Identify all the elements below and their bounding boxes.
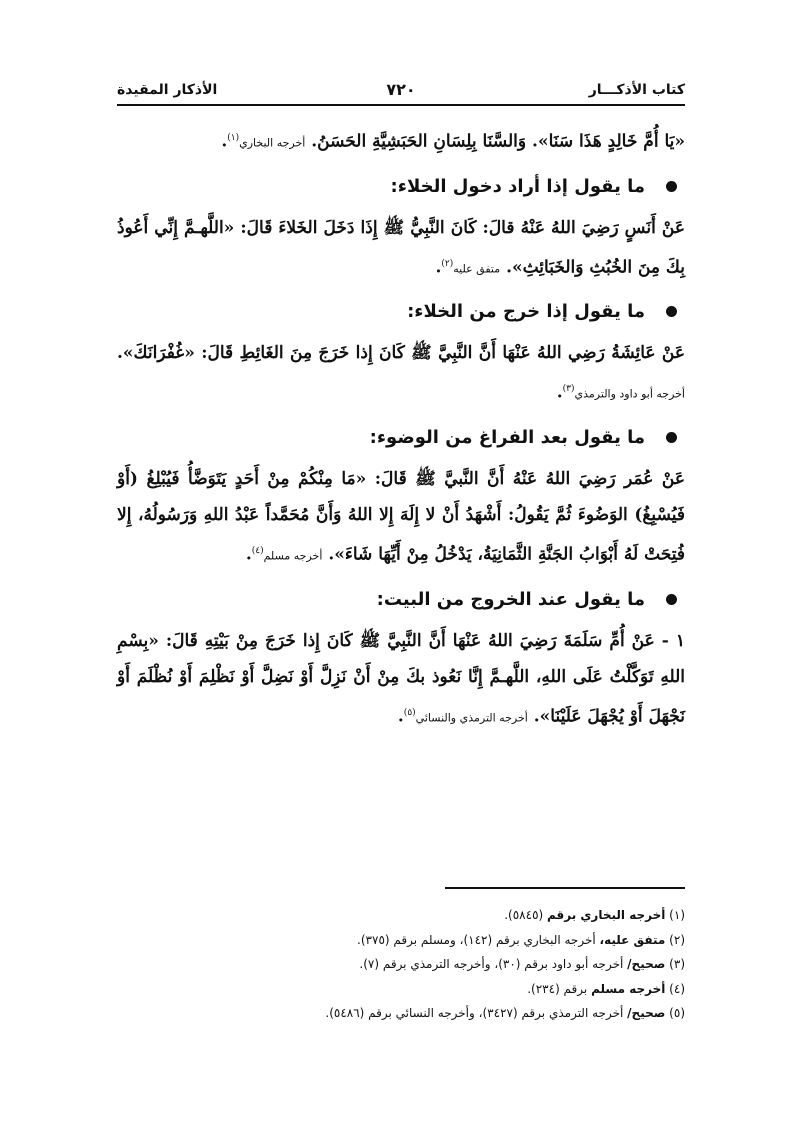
footnote-item: (٤) أخرجه مسلم برقم (٢٣٤). bbox=[527, 981, 685, 996]
bullet-icon bbox=[666, 181, 677, 192]
hadith-text: عَنْ عُمَر رَضِيَ اللهُ عَنْهُ أَنَّ النَّبيَّ ﷺ قَالَ: «مَا مِنْكُمْ مِنْ أَحَدٍ يَتَوَضَّأُ فَيُبْلِغُ (أَوْ فَيُسْبِغُ) الوَضُوءَ ثُمَّ يَقُولُ: أَشْهَدُ أَنْ لا إِلَهَ إِلا اللهُ وَأَنَّ مُحَمَّداً عَبْدُ اللهِ وَرَسُولُهُ، إِلا فُتِحَتْ لَهُ أَبْوَابُ الجَنَّةِ الثَّمَانِيَةُ، يَدْخُلُ مِنْ أَيِّهَا شَاءَ». أخرجه مسلم$^{(٤)}$. bbox=[117, 468, 685, 565]
section-heading: ما يقول بعد الفراغ من الوضوء: bbox=[117, 421, 685, 455]
hadith-text: عَنْ عَائِشَةُ رَضِي اللهُ عَنْهَا أَنَّ النَّبِيَّ ﷺ كَانَ إِذا خَرَجَ مِنَ الغَائِطِ قَالَ: «غُفْرَانَكَ». أخرجه أبو داود والترمذي$^{(٣)}$. bbox=[117, 343, 685, 403]
hadith-text: عَنْ أَنَسٍ رَضِيَ اللهُ عَنْهُ قالَ: كَانَ النَّبِيُّ ﷺ إِذَا دَخَلَ الخَلاءَ قَالَ: «اللَّهـمَّ إِنِّي أَعُوذُ بِكَ مِنَ الخُبُثِ وَالخَبَائِثِ». متفق عليه$^{(٢)}$. bbox=[117, 217, 685, 278]
bullet-icon bbox=[666, 306, 677, 317]
book-title: كتاب الأذكـــار bbox=[588, 82, 685, 98]
section-after-wudu bbox=[117, 421, 685, 575]
hadith-source: أخرجه الترمذي والنسائي bbox=[415, 711, 528, 725]
intro-paragraph bbox=[117, 120, 685, 162]
footnote-ref: (٣) bbox=[562, 384, 575, 395]
footnote-divider bbox=[445, 887, 685, 889]
footnote-item: (٣) صحيح/ أخرجه أبو داود برقم (٣٠)، وأخرجه الترمذي برقم (٧). bbox=[359, 957, 685, 971]
hadith-source: أخرجه مسلم bbox=[263, 549, 323, 563]
hadith-text: ١ - عَنْ أُمِّ سَلَمَةَ رَضِيَ اللهُ عَنْهَا أَنَّ النَّبِيَّ ﷺ كَانَ إِذا خَرَجَ مِنْ بَيْتِهِ قَالَ: «بِسْمِ اللهِ تَوَكَّلْتُ عَلَى اللهِ، اللَّهـمَّ إِنَّا نَعُوذ بكَ مِنْ أَنْ نَزِلَّ أَوْ نَضِلَّ أَوْ نَظْلِمَ أَوْ نُظْلَمَ أَوْ نَجْهَلَ أَوْ يُجْهَلَ عَلَيْنَا». أخرجه الترمذي والنسائي$^{(٥)}$. bbox=[117, 630, 685, 727]
hadith-source: أخرجه أبو داود والترمذي bbox=[574, 387, 685, 401]
footnote-ref: (٤) bbox=[251, 545, 264, 556]
footnote-ref: (٢) bbox=[441, 258, 454, 269]
section-heading: ما يقول عند الخروج من البيت: bbox=[117, 583, 685, 617]
footnote-item: (١) أخرجه البخاري برقم (٥٨٤٥). bbox=[504, 908, 685, 922]
page-header bbox=[117, 78, 685, 106]
section-leaving-house bbox=[117, 583, 685, 737]
section-toilet-enter bbox=[117, 170, 685, 288]
bullet-icon bbox=[666, 432, 677, 443]
page-number: ٧٢٠ bbox=[386, 80, 416, 99]
footnotes bbox=[117, 903, 685, 1026]
section-toilet-exit bbox=[117, 295, 685, 413]
bullet-icon bbox=[666, 594, 677, 605]
footnote-ref: (٥) bbox=[403, 707, 416, 718]
intro-end: . bbox=[221, 131, 228, 152]
page-body bbox=[117, 120, 685, 736]
hadith-source: متفق عليه bbox=[453, 262, 501, 276]
book-series: الأذكار المقيدة bbox=[117, 82, 218, 98]
footnote-ref: (١) bbox=[227, 133, 240, 143]
footnote-item: (٢) متفق عليه، أخرجه البخاري برقم (١٤٢)، ومسلم برقم (٣٧٥). bbox=[357, 932, 685, 947]
intro-text: «يَا أُمَّ خَالِدٍ هَذَا سَنَا». وَالسَّنَا بِلِسَانِ الحَبَشِيَّةِ الحَسَنُ. bbox=[311, 131, 685, 152]
footnote-item: (٥) صحيح/ أخرجه الترمذي برقم (٣٤٢٧)، وأخرجه النسائي برقم (٥٤٨٦). bbox=[325, 1006, 685, 1020]
intro-source: أخرجه البخاري bbox=[239, 136, 306, 150]
section-heading: ما يقول إذا أراد دخول الخلاء: bbox=[117, 170, 685, 204]
section-heading: ما يقول إذا خرج من الخلاء: bbox=[117, 295, 685, 329]
